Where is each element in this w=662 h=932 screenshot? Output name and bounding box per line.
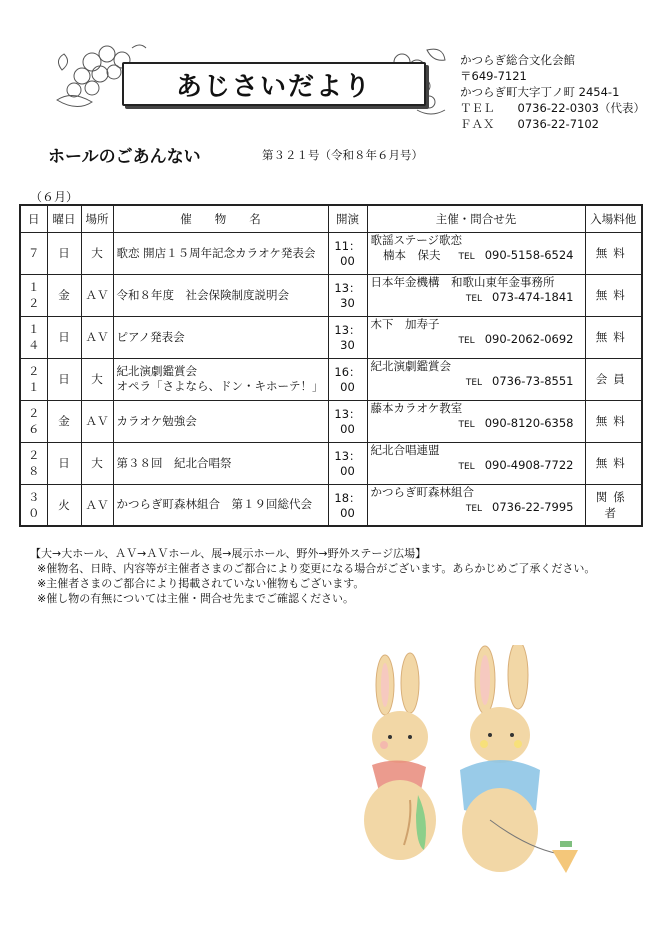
cell-time: 13：30 [328, 316, 367, 358]
table-row [20, 232, 642, 274]
tel-mark: TEL [458, 419, 475, 430]
notes-section [30, 546, 595, 606]
cell-time: 11：00 [328, 232, 367, 274]
cell-weekday: 金 [47, 400, 81, 442]
event-title: 紀北演劇鑑賞会 [116, 364, 197, 378]
right-bunny-icon [460, 645, 578, 873]
org-fax: ＦＡＸ 0736-22-7102 [460, 117, 599, 131]
cell-day: ７ [20, 232, 47, 274]
contact-org: かつらぎ町森林組合 [370, 484, 474, 499]
cell-event [113, 232, 328, 274]
cell-fee: 会員 [585, 358, 642, 400]
tel-mark: TEL [458, 335, 475, 346]
newsletter-title: あじさいだより [175, 71, 372, 102]
cell-time: 13：00 [328, 400, 367, 442]
contact-phone [371, 374, 582, 391]
cell-day: ２６ [20, 400, 47, 442]
contact-org: 木下 加寿子 [370, 316, 440, 331]
cell-event [113, 316, 328, 358]
cell-contact [367, 358, 585, 400]
event-title: かつらぎ町森林組合 第１９回総代会 [116, 497, 312, 512]
cell-day: ２８ [20, 442, 47, 484]
tel-number: 090-4908-7722 [484, 457, 574, 472]
cell-event [113, 274, 328, 316]
org-postal: 〒649-7121 [460, 69, 527, 83]
cell-time: 16：00 [328, 358, 367, 400]
contact-org: 紀北演劇鑑賞会 [370, 358, 451, 373]
cell-weekday: 日 [47, 358, 81, 400]
cell-venue: ＡＶ [81, 484, 113, 526]
note-item: ※催し物の有無については主催・問合せ先までご確認ください。 [37, 592, 354, 605]
cell-day: １２ [20, 274, 47, 316]
tel-mark: TEL [458, 461, 475, 472]
schedule-table [19, 204, 643, 527]
org-address: かつらぎ町大字丁ノ町 2454-1 [460, 85, 620, 99]
col-header-event: 催 物 名 [113, 205, 328, 232]
event-title: カラオケ勉強会 [116, 413, 197, 428]
cell-weekday: 火 [47, 484, 81, 526]
note-item: ※主催者さまのご都合により掲載されていない催物もございます。 [37, 577, 365, 590]
contact-org: 藤本カラオケ教室 [370, 400, 463, 415]
event-subtitle: オペラ「さよなら、ドン・キホーテ！」 [116, 379, 324, 393]
left-bunny-icon [364, 653, 436, 860]
tel-mark: TEL [458, 251, 475, 262]
contact-phone [371, 500, 582, 517]
tel-number: 090-2062-0692 [484, 331, 574, 346]
cell-day: ３０ [20, 484, 47, 526]
organization-info [460, 52, 645, 132]
logo-title-box [122, 62, 426, 106]
cell-venue: 大 [81, 232, 113, 274]
org-tel: ＴＥＬ 0736-22-0303（代表） [460, 101, 645, 115]
cell-fee: 無料 [585, 274, 642, 316]
col-header-venue: 場所 [81, 205, 113, 232]
note-item: ※催物名、日時、内容等が主催者さまのご都合により変更になる場合がございます。あらかじめご了承ください。 [37, 562, 596, 575]
cell-contact [367, 400, 585, 442]
cell-event [113, 484, 328, 526]
table-row [20, 400, 642, 442]
cell-venue: 大 [81, 442, 113, 484]
cell-weekday: 日 [47, 232, 81, 274]
cell-day: １４ [20, 316, 47, 358]
cell-venue: ＡＶ [81, 316, 113, 358]
col-header-weekday: 曜日 [47, 205, 81, 232]
tel-number: 090-8120-6358 [484, 415, 574, 430]
contact-phone [371, 458, 582, 475]
tel-mark: TEL [465, 377, 483, 388]
table-row [20, 484, 642, 526]
table-row [20, 274, 642, 316]
cell-event [113, 442, 328, 484]
tel-number: 090-5158-6524 [484, 247, 574, 262]
cell-contact [367, 316, 585, 358]
col-header-contact: 主催・問合せ先 [367, 205, 585, 232]
cell-event [113, 400, 328, 442]
newsletter-logo [52, 40, 447, 118]
cell-fee: 無料 [585, 316, 642, 358]
event-title: ピアノ発表会 [116, 329, 185, 344]
cell-fee: 無料 [585, 400, 642, 442]
tel-number: 0736-22-7995 [492, 499, 574, 514]
cell-weekday: 金 [47, 274, 81, 316]
event-title: 歌恋 開店１５周年記念カラオケ発表会 [116, 245, 316, 260]
cell-venue: ＡＶ [81, 274, 113, 316]
contact-phone [371, 290, 582, 307]
cell-fee: 関係者 [585, 484, 642, 526]
cell-event [113, 358, 328, 400]
cell-contact [367, 274, 585, 316]
contact-person: 楠本 保夫 [383, 247, 441, 262]
tel-number: 0736-73-8551 [492, 373, 574, 388]
table-row [20, 358, 642, 400]
contact-phone [371, 248, 582, 265]
page-heading: ホールのごあんない [48, 147, 201, 167]
table-row [20, 316, 642, 358]
contact-phone [371, 416, 582, 433]
event-title: 令和８年度 社会保険制度説明会 [116, 287, 289, 302]
col-header-start: 開演 [328, 205, 367, 232]
cell-venue: 大 [81, 358, 113, 400]
issue-number: 第３２１号（令和８年６月号） [262, 148, 423, 162]
cell-fee: 無料 [585, 442, 642, 484]
cell-contact [367, 232, 585, 274]
cell-day: ２１ [20, 358, 47, 400]
contact-org: 日本年金機構 和歌山東年金事務所 [370, 274, 555, 289]
org-name: かつらぎ総合文化会館 [460, 53, 575, 67]
month-label: （６月） [30, 190, 79, 204]
cell-weekday: 日 [47, 316, 81, 358]
table-row [20, 442, 642, 484]
contact-org: 歌謡ステージ歌恋 [370, 232, 463, 247]
cell-venue: ＡＶ [81, 400, 113, 442]
table-header-row [20, 205, 642, 232]
tel-number: 073-474-1841 [492, 289, 574, 304]
contact-org: 紀北合唱連盟 [370, 442, 440, 457]
tel-mark: TEL [465, 503, 483, 514]
bunnies-illustration [340, 645, 590, 895]
cell-contact [367, 442, 585, 484]
cell-time: 13：30 [328, 274, 367, 316]
cell-contact [367, 484, 585, 526]
tel-mark: TEL [465, 293, 483, 304]
cell-time: 18：00 [328, 484, 367, 526]
event-title: 第３８回 紀北合唱祭 [116, 455, 232, 470]
contact-phone [371, 332, 582, 349]
col-header-fee: 入場料他 [585, 205, 642, 232]
cell-fee: 無料 [585, 232, 642, 274]
cell-time: 13：00 [328, 442, 367, 484]
cell-weekday: 日 [47, 442, 81, 484]
col-header-day: 日 [20, 205, 47, 232]
venue-legend: 【大→大ホール、ＡＶ→ＡＶホール、展→展示ホール、野外→野外ステージ広場】 [30, 547, 427, 560]
